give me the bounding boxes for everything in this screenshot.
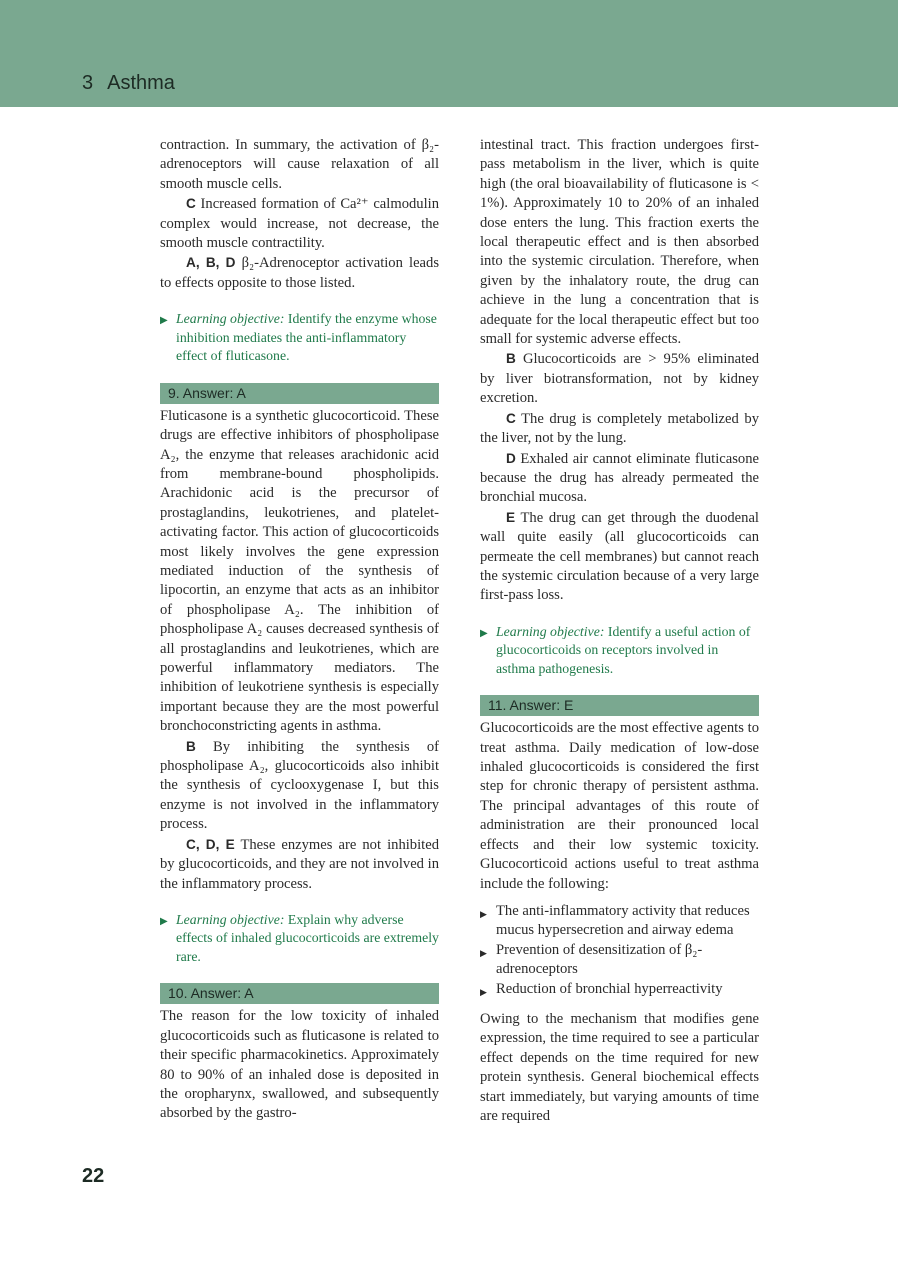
option-label: C bbox=[506, 410, 516, 426]
triangle-bullet-icon: ▶ bbox=[160, 315, 168, 327]
option-label: B bbox=[506, 351, 516, 367]
option-label: D bbox=[506, 450, 516, 466]
list-item: ▶ The anti-inflammatory activity that reduces mucus hypersecretion and airway edema bbox=[480, 902, 759, 941]
paragraph: B Glucocorticoids are > 95% eliminated by liver biotransformation, not by kidney excretion. bbox=[480, 351, 759, 407]
paragraph: E The drug can get through the duodenal wall quite easily (all glucocorticoids can permeate the cell membranes) but cannot reach the systemic circulation because of a very large first-pass loss. bbox=[480, 509, 759, 604]
right-column bbox=[480, 136, 759, 1126]
option-label: B bbox=[186, 738, 196, 754]
paragraph: Fluticasone is a synthetic glucocorticoid. These drugs are effective inhibitors of phospholipase A₂, the enzyme that releases arachidonic acid from membrane-bound phospholipids. Arachidonic acid is the precursor of prostaglandins, leukotrienes, and platelet-activating factor. This action of glucocorticoids most likely involves the gene expression mediated induction of the synthesis of lipocortin, an enzyme that acts as an inhibitor of phospholipase A₂. The inhibition of phospholipase A₂ causes decreased synthesis of all prostaglandins and leukotrienes, which are powerful inflammatory mediators. The inhibition of leukotriene synthesis is especially important because they are the most powerful bronchoconstricting agents in asthma. bbox=[160, 407, 439, 735]
paragraph: C, D, E These enzymes are not inhibited by glucocorticoids, and they are not involved in the inflammatory process. bbox=[160, 836, 439, 892]
answer-heading: 10. Answer: A bbox=[160, 983, 439, 1004]
option-label: C bbox=[186, 196, 196, 212]
page-number: 22 bbox=[82, 1165, 105, 1187]
left-column bbox=[160, 136, 439, 1124]
learning-objective: ▶ Learning objective: Identify a useful action of glucocorticoids on receptors involved in asthma pathogenesis. bbox=[480, 623, 759, 679]
triangle-bullet-icon: ▶ bbox=[480, 986, 487, 997]
paragraph: The reason for the low toxicity of inhaled glucocorticoids such as fluticasone is related to their specific pharmacokinetics. Approximately 80 to 90% of an inhaled dose is deposited in the oropharynx, swallowed, and subsequently absorbed by the gastro- bbox=[160, 1008, 439, 1122]
paragraph: B By inhibiting the synthesis of phospholipase A₂, glucocorticoids also inhibit the synthesis of cyclooxygenase I, but this enzyme is not involved in the inflammatory process. bbox=[160, 738, 439, 833]
learning-objective: ▶ Learning objective: Identify the enzyme whose inhibition mediates the anti-inflammatory effect of fluticasone. bbox=[160, 310, 439, 366]
paragraph: contraction. In summary, the activation of β₂-adrenoceptors will cause relaxation of all smooth muscle cells. bbox=[160, 137, 439, 192]
list-item: ▶ Prevention of desensitization of β₂-adrenoceptors bbox=[480, 941, 759, 980]
list-item: ▶ Reduction of bronchial hyperreactivity bbox=[480, 980, 759, 1002]
bullet-list bbox=[480, 902, 759, 1002]
paragraph: D Exhaled air cannot eliminate fluticasone because the drug has already permeated the bronchial mucosa. bbox=[480, 450, 759, 506]
answer-heading: 9. Answer: A bbox=[160, 383, 439, 404]
option-label: E bbox=[506, 509, 516, 525]
chapter-number: 3 bbox=[82, 72, 94, 94]
chapter-heading bbox=[82, 72, 175, 95]
triangle-bullet-icon: ▶ bbox=[480, 947, 487, 958]
paragraph: Glucocorticoids are the most effective agents to treat asthma. Daily medication of low-dose inhaled glucocorticoids is considered the first step for chronic therapy of persistent asthma. The principal advantages of this route of administration are their pronounced local effects and their low systemic toxicity. Glucocorticoid actions useful to treat asthma include the following: bbox=[480, 720, 759, 892]
paragraph: C The drug is completely metabolized by the liver, not by the lung. bbox=[480, 410, 759, 447]
option-label: A, B, D bbox=[186, 255, 236, 271]
triangle-bullet-icon: ▶ bbox=[480, 627, 488, 639]
option-label: C, D, E bbox=[186, 836, 235, 852]
triangle-bullet-icon: ▶ bbox=[160, 915, 168, 927]
paragraph: A, B, D β₂-Adrenoceptor activation leads to effects opposite to those listed. bbox=[160, 255, 440, 291]
paragraph: C Increased formation of Ca²⁺ calmodulin complex would increase, not decrease, the smooth muscle contractility. bbox=[160, 196, 439, 252]
paragraph: intestinal tract. This fraction undergoes first-pass metabolism in the liver, which is quite high (the oral bioavailability of fluticasone is < 1%). Approximately 10 to 20% of an inhaled dose enters the lung. This fraction exerts the local therapeutic effect and is then absorbed into the systemic circulation. Therefore, when given by the inhalatory route, the drug can achieve in the lung a concentration that is adequate for the local therapeutic effect but too small for systemic adverse effects. bbox=[480, 137, 759, 348]
answer-heading: 11. Answer: E bbox=[480, 695, 759, 716]
paragraph: Owing to the mechanism that modifies gene expression, the time required to see a particular effect depends on the time required for new protein synthesis. General biochemical effects start immediately, but varying amounts of time are required bbox=[480, 1010, 759, 1124]
chapter-title: Asthma bbox=[107, 72, 175, 94]
learning-objective: ▶ Learning objective: Explain why adverse effects of inhaled glucocorticoids are extremely rare. bbox=[160, 911, 439, 967]
triangle-bullet-icon: ▶ bbox=[480, 908, 487, 919]
